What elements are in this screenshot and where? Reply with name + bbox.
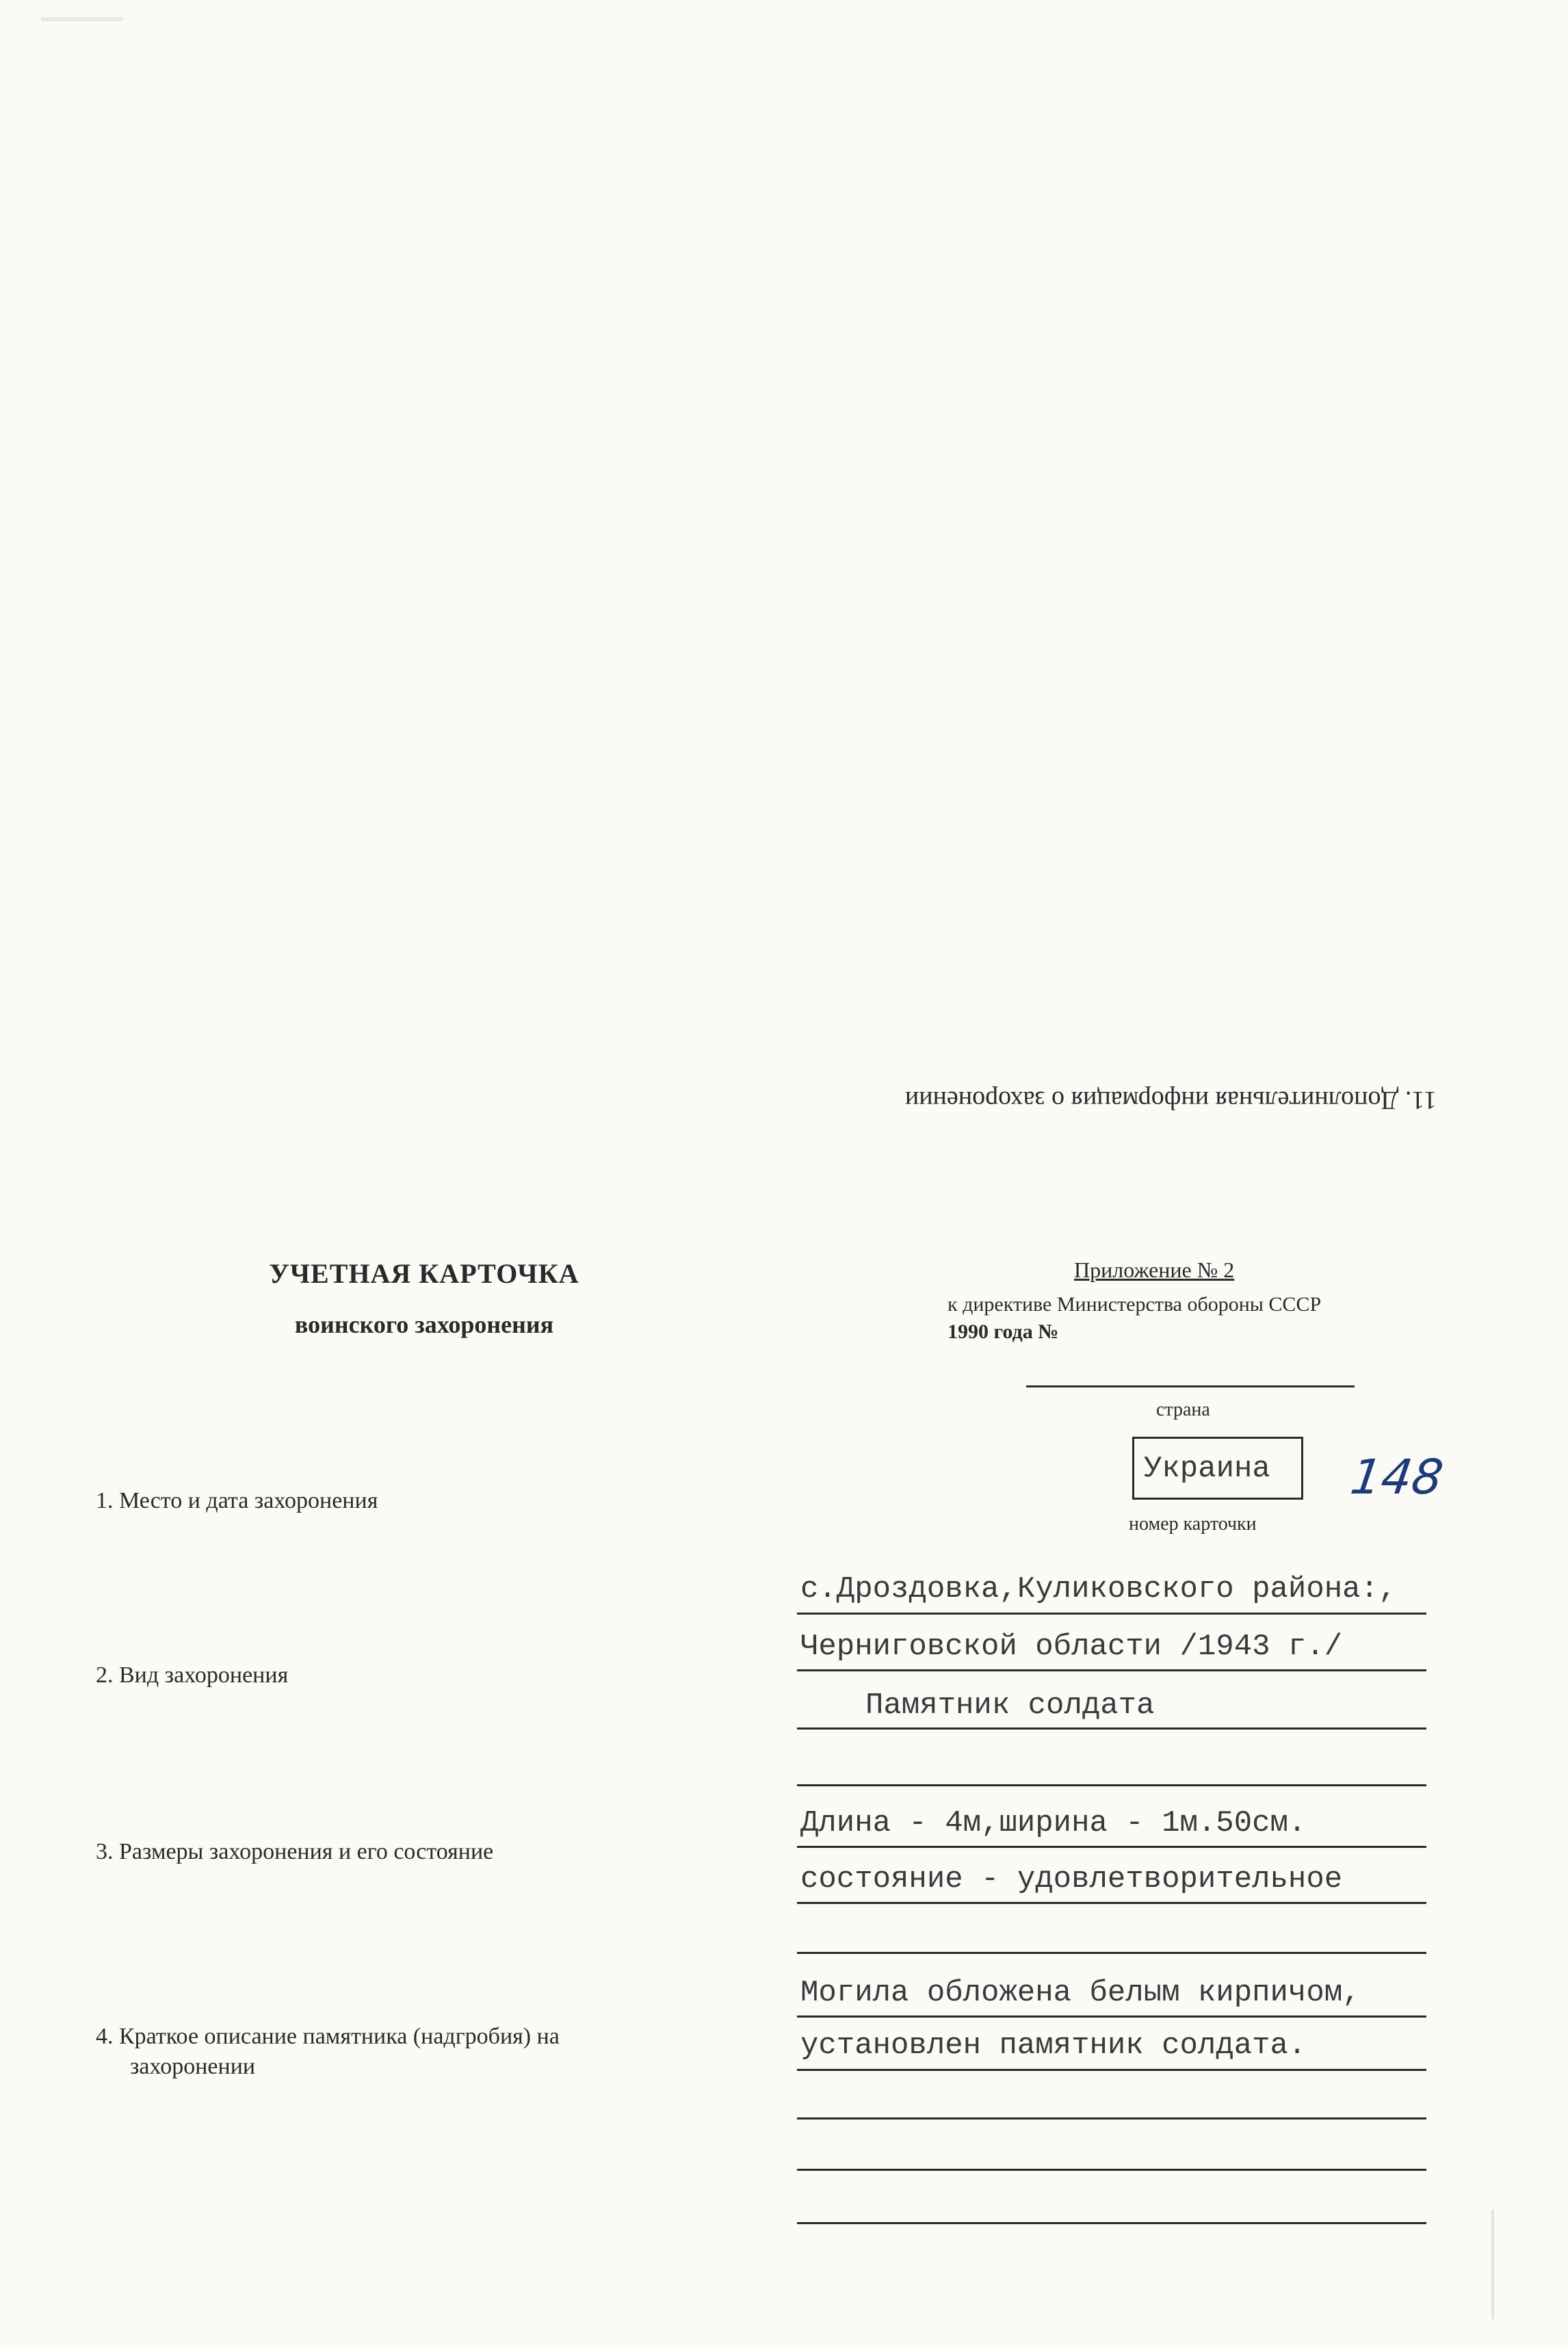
field-2-rule-1 [797,1727,1426,1730]
field-1-label: 1. Место и дата захоронения [96,1488,378,1513]
field-1-line-2: Черниговской области /1943 г./ [800,1630,1343,1664]
country-top-rule [1026,1385,1355,1387]
field-2-rule-2 [797,1784,1426,1786]
card-title: УЧЕТНАЯ КАРТОЧКА [269,1258,579,1289]
scan-edge-mark [1491,2210,1494,2319]
field-1-rule-1 [797,1613,1426,1615]
card-number: 148 [1347,1449,1447,1505]
field-4-label: 4. Краткое описание памятника (надгробия) на [96,2024,560,2049]
field-4-label-cont: захоронении [130,2054,256,2079]
field-3-rule-2 [797,1902,1426,1904]
field-4-line-1: Могила обложена белым кирпичом, [800,1976,1361,2010]
field-4-rule-4 [797,2169,1426,2171]
field-4-rule-2 [797,2069,1426,2071]
field-2-label: 2. Вид захоронения [96,1662,289,1688]
appendix-directive: к директиве Министерства обороны СССР [948,1293,1322,1316]
field-1-rule-2 [797,1669,1426,1671]
field-4-rule-1 [797,2016,1426,2018]
card-number-caption: номер карточки [1129,1513,1257,1535]
field-2-line-1: Памятник солдата [865,1688,1155,1723]
field-4-rule-5 [797,2222,1426,2224]
field-3-rule-1 [797,1846,1426,1848]
field-1-line-1: с.Дроздовка,Куликовского района:, [800,1572,1397,1606]
scan-corner-mark [41,17,123,21]
field-3-line-2: состояние - удовлетворительное [800,1862,1343,1896]
card-subtitle: воинского захоронения [294,1311,554,1338]
country-caption: страна [1156,1399,1210,1420]
field-4-rule-3 [797,2117,1426,2119]
field-3-rule-3 [797,1952,1426,1954]
appendix-label: Приложение № 2 [1074,1257,1235,1282]
field-3-label: 3. Размеры захоронения и его состояние [96,1839,494,1864]
country-value: Украина [1144,1452,1270,1486]
appendix-year: 1990 года № [948,1320,1059,1343]
additional-info-heading: 11. Дополнительная информация о захоронении [904,1086,1437,1114]
field-4-line-2: установлен памятник солдата. [800,2029,1307,2063]
field-3-line-1: Длина - 4м,ширина - 1м.50см. [800,1806,1307,1840]
